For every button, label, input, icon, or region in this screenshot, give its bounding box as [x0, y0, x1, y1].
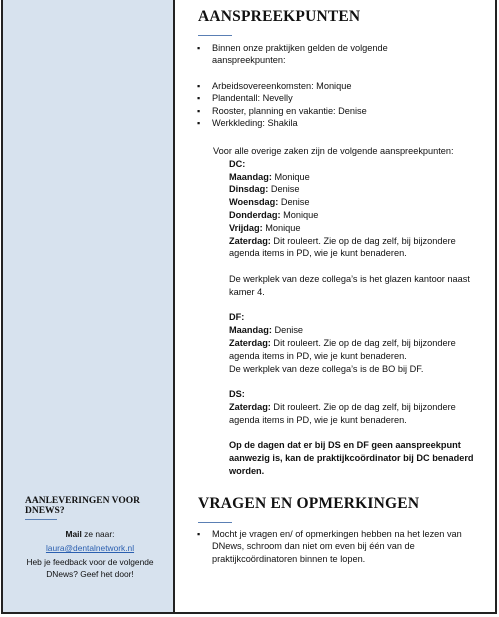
list-item: ▪ Werkkleding: Shakila: [196, 117, 476, 129]
dc-day-row: Maandag: Monique: [229, 171, 310, 182]
ds-label: DS:: [229, 389, 245, 400]
section-title-vragen: VRAGEN EN OPMERKINGEN: [198, 495, 420, 512]
section-title-rule: [198, 35, 232, 36]
contacts-block: [213, 145, 483, 478]
list-item: ▪ Rooster, planning en vakantie: Denise: [196, 105, 476, 117]
questions-list: [196, 528, 471, 565]
intro-list: [196, 42, 456, 67]
mail-line: [11, 528, 169, 540]
df-monday: Maandag: Denise: [229, 325, 304, 336]
dc-day-row: Woensdag: Denise: [229, 197, 310, 208]
dc-day-row: Vrijdag: Monique: [229, 222, 301, 233]
dc-day-row: Dinsdag: Denise: [229, 184, 300, 195]
list-item: ▪ Arbeidsovereenkomsten: Monique: [196, 80, 476, 92]
dc-day-row: Donderdag: Monique: [229, 209, 319, 220]
roles-list: [196, 80, 476, 130]
dc-label: DC:: [229, 158, 246, 169]
dc-saturday: Zaterdag: Dit rouleert. Zie op de dag zelf, bij bijzondere agenda items in PD, wie je kunt benaderen.: [229, 235, 456, 259]
dc-workplace: De werkplek van deze collega’s is het glazen kantoor naast kamer 4.: [229, 273, 470, 297]
sidebar-title-rule: [25, 519, 57, 520]
df-saturday: Zaterdag: Dit rouleert. Zie op de dag zelf, bij bijzondere agenda items in PD, wie je kunt benaderen.: [229, 337, 456, 361]
ds-saturday: Zaterdag: Dit rouleert. Zie op de dag zelf, bij bijzondere agenda items in PD, wie je kunt benaderen.: [229, 401, 456, 425]
coordinator-note: Op de dagen dat er bij DS en DF geen aanspreekpunt aanwezig is, kan de praktijkcoördinator bij DC benaderd worden.: [229, 440, 474, 476]
other-matters-text: Voor alle overige zaken zijn de volgende aanspreekpunten:: [213, 146, 454, 156]
sidebar-body: [11, 528, 169, 580]
mail-suffix: ze naar:: [81, 529, 115, 539]
sidebar: [3, 0, 175, 612]
section-title-aanspreekpunten: AANSPREEKPUNTEN: [198, 8, 361, 25]
dc-block: [213, 158, 483, 478]
sidebar-title: AANLEVERINGEN VOOR DNEWS?: [25, 496, 140, 516]
list-item: ▪ Mocht je vragen en/ of opmerkingen hebben na het lezen van DNews, schroom dan niet om even bij één van de praktijkcoördinatoren binnen te lopen.: [196, 528, 471, 565]
mail-label: Mail: [65, 529, 82, 539]
list-item: ▪ Binnen onze praktijken gelden de volgende aanspreekpunten:: [196, 42, 456, 67]
main-content: [176, 0, 494, 612]
email-link[interactable]: laura@dentalnetwork.nl: [45, 543, 135, 553]
feedback-text: Heb je feedback voor de volgende DNews? Geef het door!: [26, 557, 154, 579]
list-item: ▪ Plandentall: Nevelly: [196, 92, 476, 104]
df-label: DF:: [229, 312, 245, 323]
df-workplace: De werkplek van deze collega’s is de BO bij DF.: [229, 363, 424, 374]
section-title-rule: [198, 522, 232, 523]
